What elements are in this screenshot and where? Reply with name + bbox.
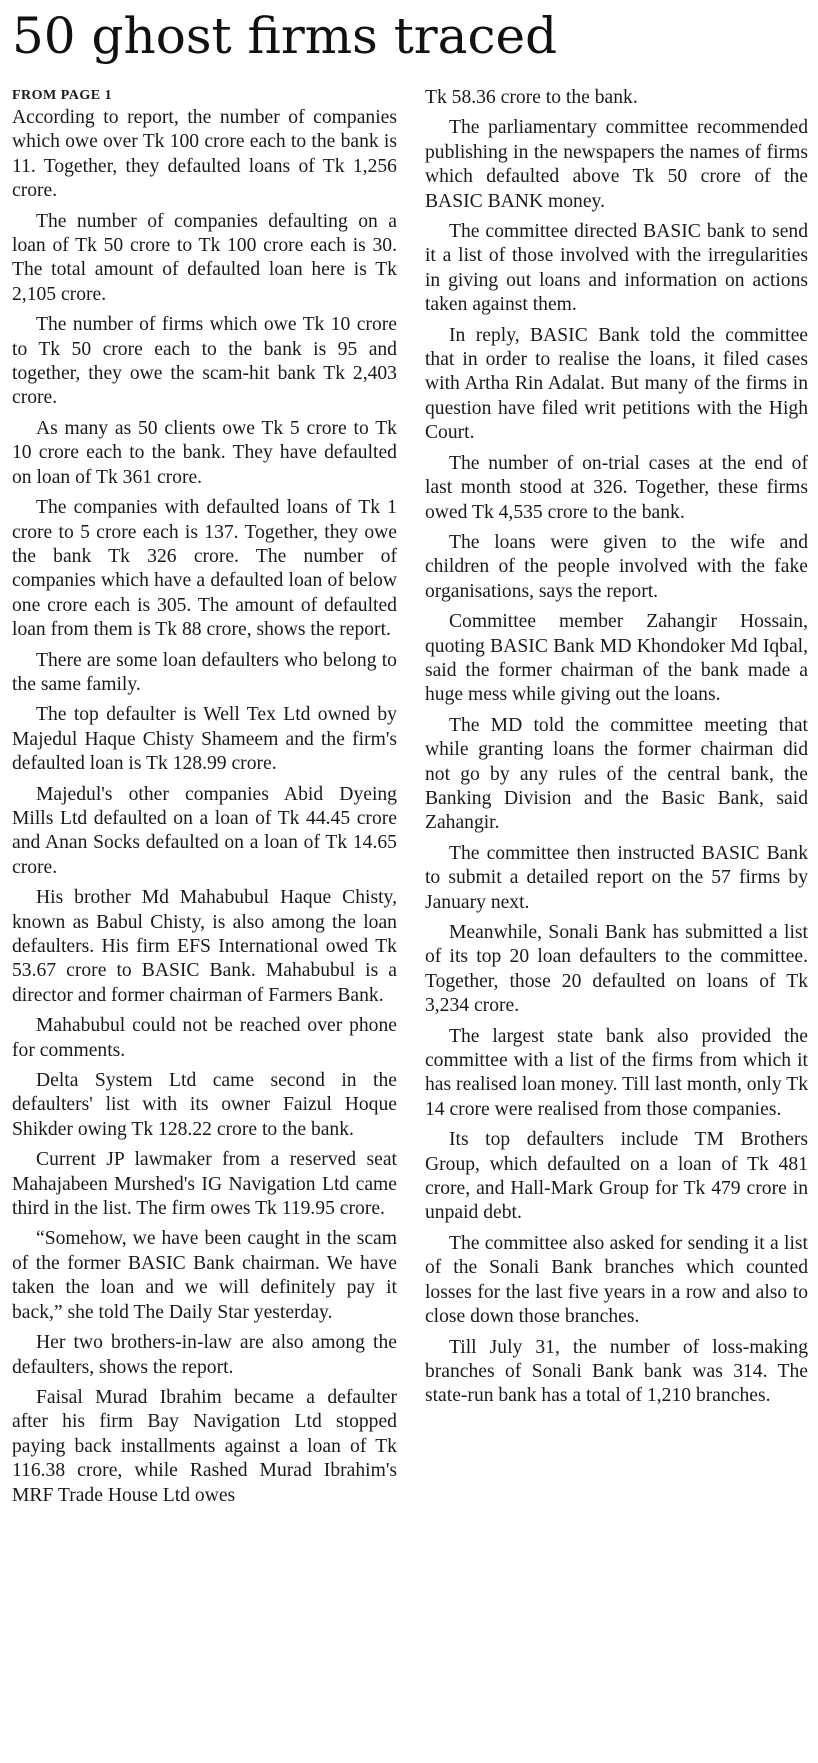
left-column <box>12 86 397 1514</box>
continuation-line: Tk 58.36 crore to the bank. <box>424 87 638 108</box>
paragraph: “Somehow, we have been caught in the scam of the former BASIC Bank chairman. We have taken the loan and we will definitely pay it back,” she told The Daily Star yesterday. <box>12 1228 397 1323</box>
paragraph: The loans were given to the wife and children of the people involved with the fake organisations, says the report. <box>424 531 808 602</box>
paragraph: The number of on-trial cases at the end of last month stood at 326. Together, these firms owed Tk 4,535 crore to the bank. <box>424 452 808 523</box>
paragraph: The companies with defaulted loans of Tk 1 crore to 5 crore each is 137. Together, they owe the bank Tk 326 crore. The number of companies which have a defaulted loan of below one crore each is 305. The amount of defaulted loan from them is Tk 88 crore, shows the report. <box>12 497 397 641</box>
kicker: FROM PAGE 1 <box>12 88 113 103</box>
paragraph: Current JP lawmaker from a reserved seat Mahajabeen Murshed's IG Navigation Ltd came third in the list. The firm owes Tk 119.95 crore. <box>12 1149 397 1220</box>
paragraph: Mahabubul could not be reached over phone for comments. <box>12 1015 397 1061</box>
paragraph: The committee then instructed BASIC Bank to submit a detailed report on the 57 firms by January next. <box>424 842 808 913</box>
headline: 50 ghost firms traced <box>12 7 558 65</box>
paragraph: As many as 50 clients owe Tk 5 crore to Tk 10 crore each to the bank. They have defaulted on loan of Tk 361 crore. <box>12 417 397 488</box>
paragraph: The largest state bank also provided the committee with a list of the firms from which it has realised loan money. Till last month, only Tk 14 crore were realised from those companies. <box>424 1025 808 1120</box>
paragraph: The MD told the committee meeting that while granting loans the former chairman did not go by any rules of the central bank, the Banking Division and the Basic Bank, said Zahangir. <box>424 714 808 834</box>
paragraph: The committee also asked for sending it a list of the Sonali Bank branches which counted losses for the last five years in a row and also to close down those branches. <box>424 1232 808 1328</box>
right-column-body <box>425 116 808 1408</box>
paragraph: In reply, BASIC Bank told the committee that in order to realise the loans, it filed cases with Artha Rin Adalat. But many of the firms in question have filed writ petitions with the High Court. <box>424 324 808 444</box>
paragraph: Meanwhile, Sonali Bank has submitted a list of its top 20 loan defaulters to the committee. Together, those 20 defaulted on loans of Tk 3,234 crore. <box>424 922 808 1017</box>
paragraph: Majedul's other companies Abid Dyeing Mills Ltd defaulted on a loan of Tk 44.45 crore and Anan Socks defaulted on a loan of Tk 14.65 crore. <box>12 783 397 878</box>
paragraph: The parliamentary committee recommended publishing in the newspapers the names of firms which defaulted above Tk 50 crore of the BASIC BANK money. <box>424 117 808 212</box>
paragraph: According to report, the number of companies which owe over Tk 100 crore each to the bank is 11. Together, they defaulted loans of Tk 1,256 crore. <box>12 107 397 202</box>
paragraph: Her two brothers-in-law are also among the defaulters, shows the report. <box>12 1332 397 1378</box>
paragraph: The number of companies defaulting on a loan of Tk 50 crore to Tk 100 crore each is 30. The total amount of defaulted loan here is Tk 2,105 crore. <box>12 210 397 305</box>
paragraph: Till July 31, the number of loss-making branches of Sonali Bank bank was 314. The state-run bank has a total of 1,210 branches. <box>424 1336 808 1407</box>
paragraph: The top defaulter is Well Tex Ltd owned by Majedul Haque Chisty Shameem and the firm's defaulted loan is Tk 128.99 crore. <box>12 704 397 775</box>
paragraph: Faisal Murad Ibrahim became a defaulter after his firm Bay Navigation Ltd stopped paying back installments against a loan of Tk 116.38 crore, while Rashed Murad Ibrahim's MRF Trade House Ltd owes <box>12 1386 397 1506</box>
paragraph: Committee member Zahangir Hossain, quoting BASIC Bank MD Khondoker Md Iqbal, said the former chairman of the bank made a huge mess while giving out the loans. <box>424 611 808 706</box>
paragraph: There are some loan defaulters who belong to the same family. <box>12 649 397 695</box>
paragraph: His brother Md Mahabubul Haque Chisty, known as Babul Chisty, is also among the loan defaulters. His firm EFS International owed Tk 53.67 crore to BASIC Bank. Mahabubul is a director and former chairman of Farmers Bank. <box>12 887 397 1006</box>
paragraph: The number of firms which owe Tk 10 crore to Tk 50 crore each to the bank is 95 and together, they owe the scam-hit bank Tk 2,403 crore. <box>12 314 397 409</box>
left-column-body <box>12 106 397 1508</box>
right-column <box>425 86 808 1514</box>
paragraph: Delta System Ltd came second in the defaulters' list with its owner Faizul Hoque Shikder owing Tk 128.22 crore to the bank. <box>12 1070 397 1140</box>
paragraph: Its top defaulters include TM Brothers Group, which defaulted on a loan of Tk 481 crore, and Hall-Mark Group for Tk 479 crore in unpaid debt. <box>424 1129 808 1224</box>
article-columns <box>12 86 808 1514</box>
paragraph: The committee directed BASIC bank to send it a list of those involved with the irregularities in giving out loans and information on actions taken against them. <box>424 221 808 316</box>
